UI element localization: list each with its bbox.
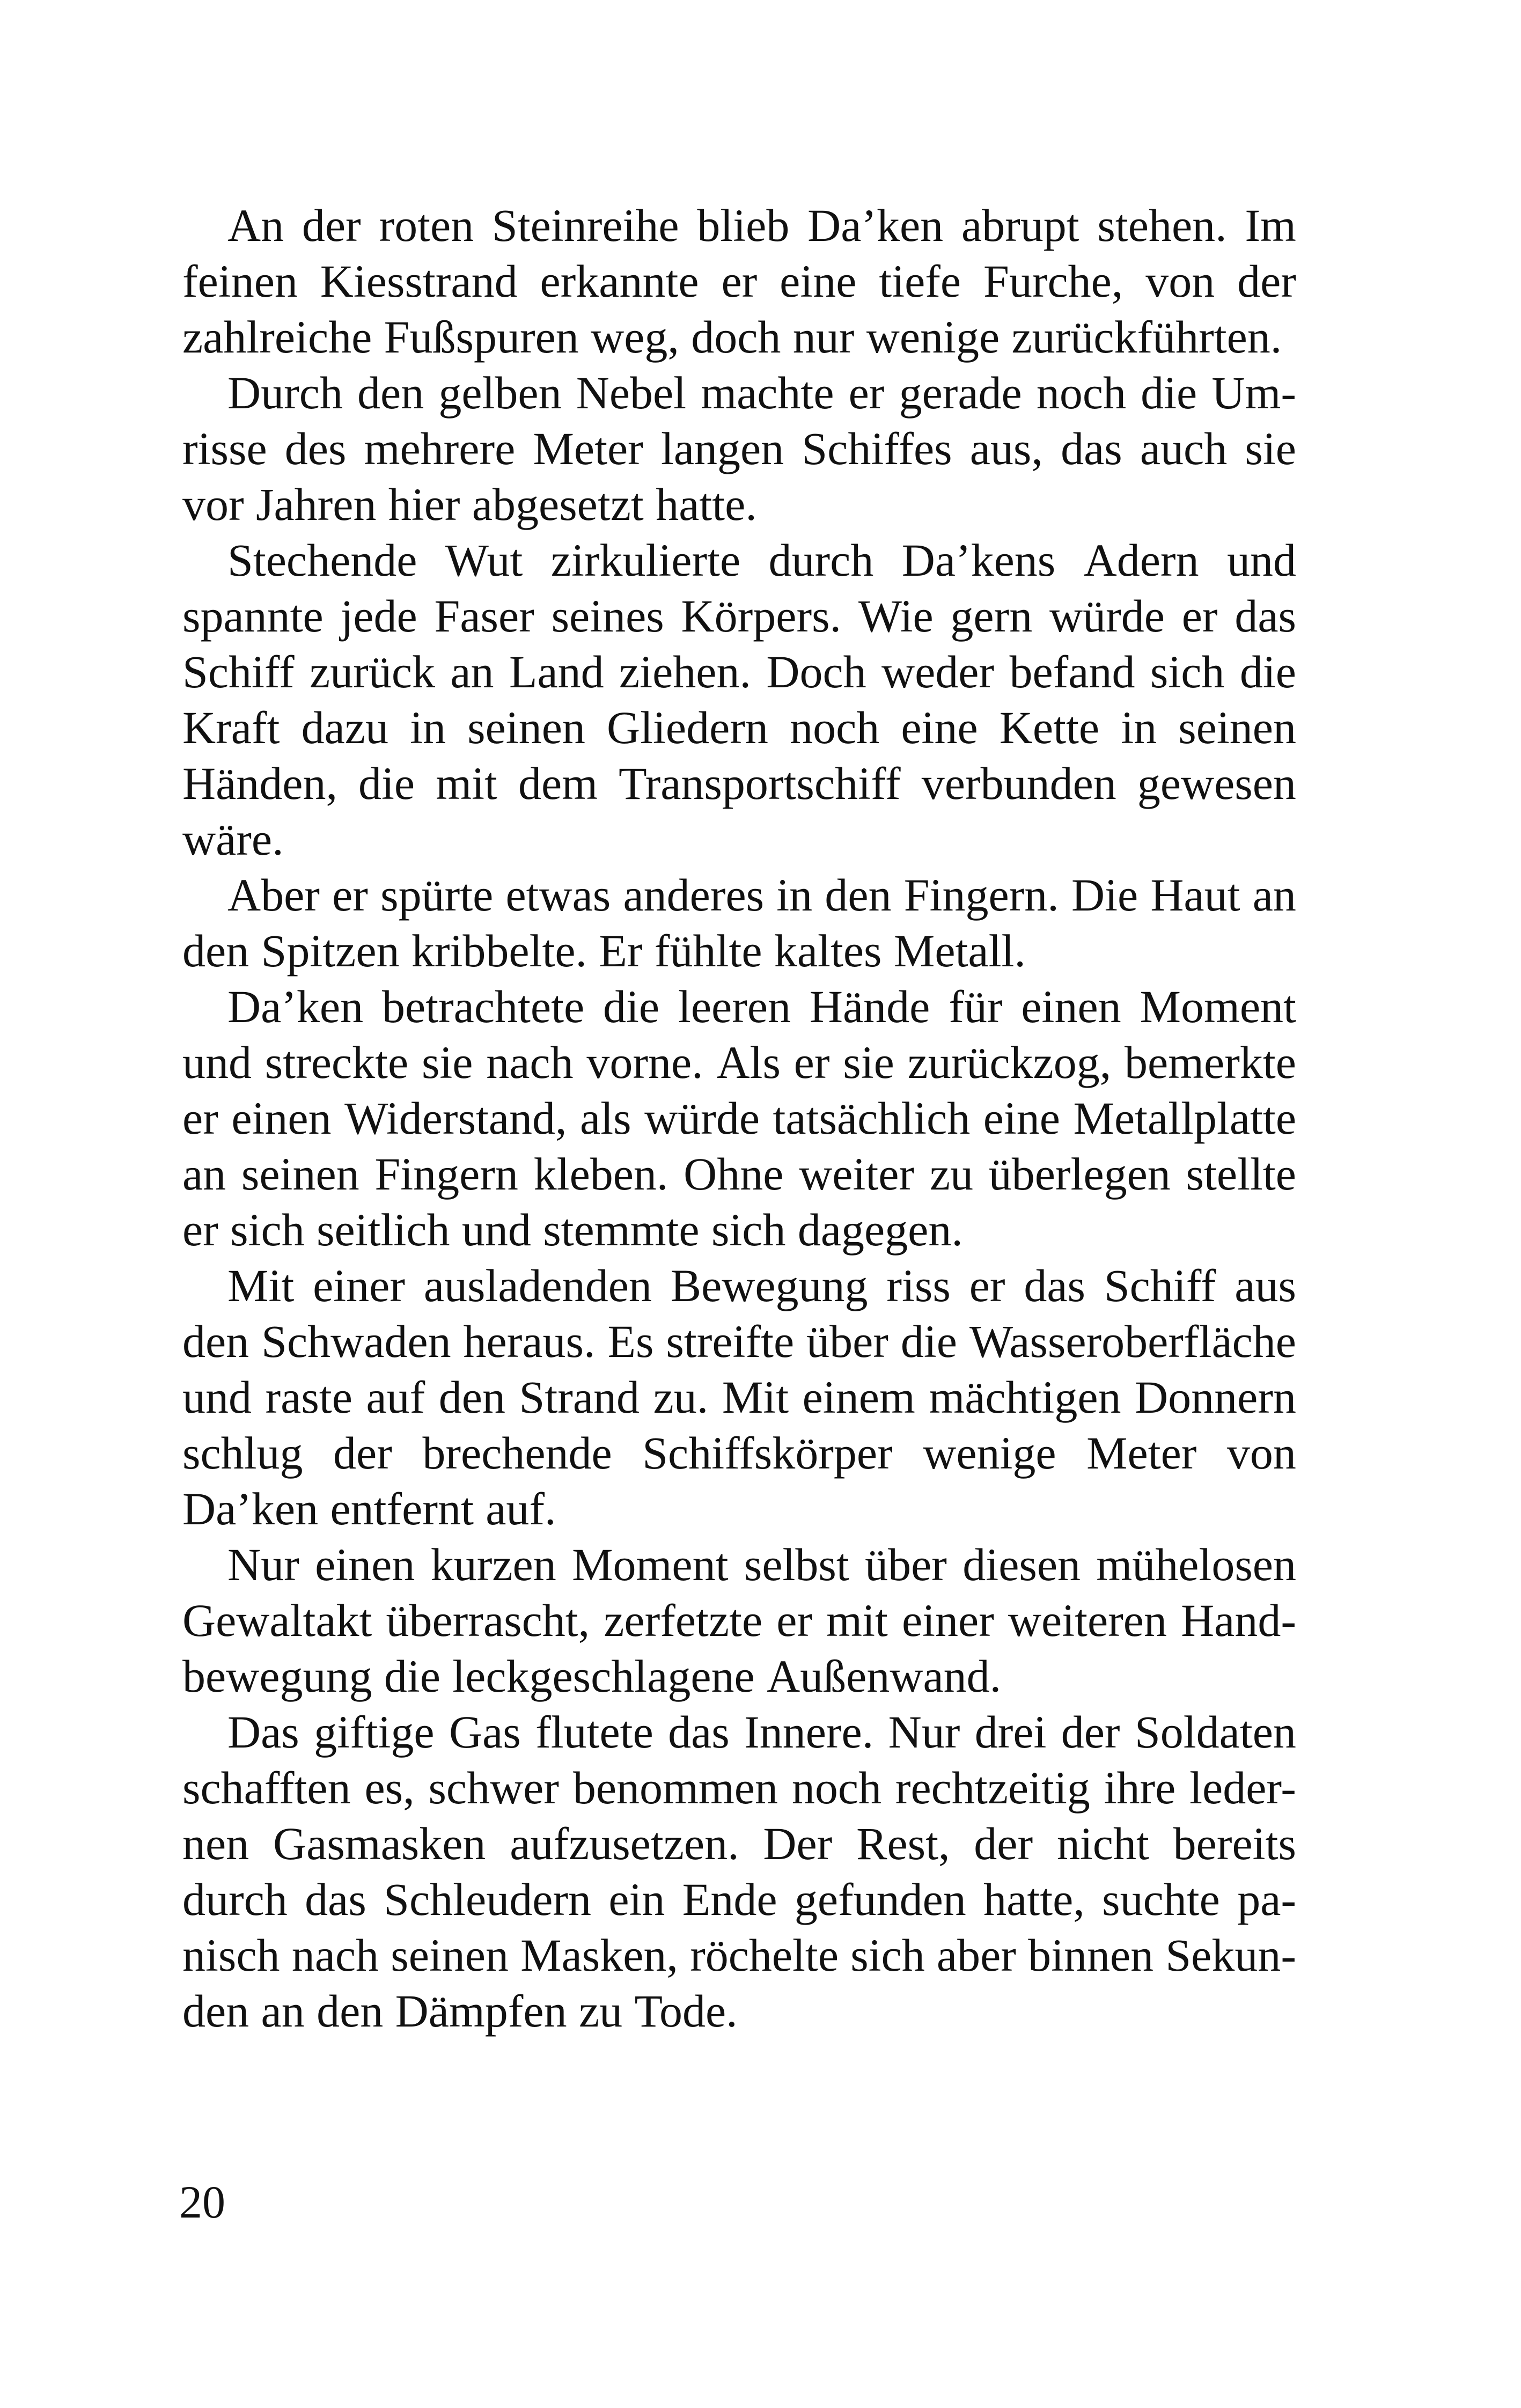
text-line: den an den Dämpfen zu Tode.	[182, 1985, 738, 2037]
text-line: er sich seitlich und stemmte sich dagegen.	[182, 1204, 963, 1256]
text-line: den Schwaden heraus. Es streifte über die Wasseroberfläche	[182, 1316, 1296, 1367]
paragraph	[182, 365, 1296, 532]
text-line: schlug der brechende Schiffskörper wenige Meter von	[182, 1427, 1296, 1479]
text-line: risse des mehrere Meter langen Schiffes aus, das auch sie	[182, 423, 1296, 474]
body-text	[182, 197, 1296, 2039]
text-line: Kraft dazu in seinen Gliedern noch eine Kette in seinen	[182, 702, 1296, 753]
text-line: schafften es, schwer benommen noch rechtzeitig ihre leder-	[182, 1762, 1296, 1814]
text-line: Da’ken entfernt auf.	[182, 1483, 556, 1535]
text-line: Stechende Wut zirkulierte durch Da’kens Adern und	[227, 534, 1296, 586]
paragraph	[182, 197, 1296, 365]
page-number: 20	[179, 2176, 225, 2228]
paragraph	[182, 532, 1296, 867]
text-line: Schiff zurück an Land ziehen. Doch weder befand sich die	[182, 646, 1296, 698]
text-line: an seinen Fingern kleben. Ohne weiter zu überlegen stellte	[182, 1148, 1296, 1200]
text-line: Händen, die mit dem Transportschiff verbunden gewesen	[182, 758, 1296, 809]
text-line: Das giftige Gas flutete das Innere. Nur drei der Soldaten	[227, 1706, 1296, 1758]
text-line: durch das Schleudern ein Ende gefunden hatte, suchte pa-	[182, 1874, 1296, 1925]
text-line: Gewaltakt überrascht, zerfetzte er mit einer weiteren Hand-	[182, 1595, 1296, 1646]
text-line: Da’ken betrachtete die leeren Hände für einen Moment	[227, 981, 1296, 1032]
paragraph	[182, 1704, 1296, 2039]
text-line: Durch den gelben Nebel machte er gerade noch die Um-	[227, 367, 1296, 419]
text-line: feinen Kiesstrand erkannte er eine tiefe Furche, von der	[182, 255, 1296, 307]
text-line: den Spitzen kribbelte. Er fühlte kaltes Metall.	[182, 925, 1026, 977]
text-line: und streckte sie nach vorne. Als er sie zurückzog, bemerkte	[182, 1037, 1296, 1088]
text-line: vor Jahren hier abgesetzt hatte.	[182, 479, 757, 530]
text-line: Aber er spürte etwas anderes in den Fingern. Die Haut an	[227, 869, 1296, 921]
text-line: zahlreiche Fußspuren weg, doch nur wenige zurückführten.	[182, 311, 1282, 363]
paragraph	[182, 1258, 1296, 1537]
paragraph	[182, 1537, 1296, 1704]
text-line: An der roten Steinreihe blieb Da’ken abrupt stehen. Im	[227, 200, 1296, 251]
text-line: wäre.	[182, 813, 284, 865]
text-line: er einen Widerstand, als würde tatsächlich eine Metallplatte	[182, 1092, 1296, 1144]
paragraph	[182, 867, 1296, 979]
paragraph	[182, 979, 1296, 1258]
text-line: Mit einer ausladenden Bewegung riss er das Schiff aus	[227, 1260, 1296, 1311]
text-line: bewegung die leckgeschlagene Außenwand.	[182, 1650, 1002, 1702]
text-line: nisch nach seinen Masken, röchelte sich aber binnen Sekun-	[182, 1929, 1296, 1981]
text-line: und raste auf den Strand zu. Mit einem mächtigen Donnern	[182, 1371, 1296, 1423]
text-line: nen Gasmasken aufzusetzen. Der Rest, der nicht bereits	[182, 1818, 1296, 1869]
text-line: Nur einen kurzen Moment selbst über diesen mühelosen	[227, 1539, 1296, 1590]
text-line: spannte jede Faser seines Körpers. Wie gern würde er das	[182, 590, 1296, 642]
